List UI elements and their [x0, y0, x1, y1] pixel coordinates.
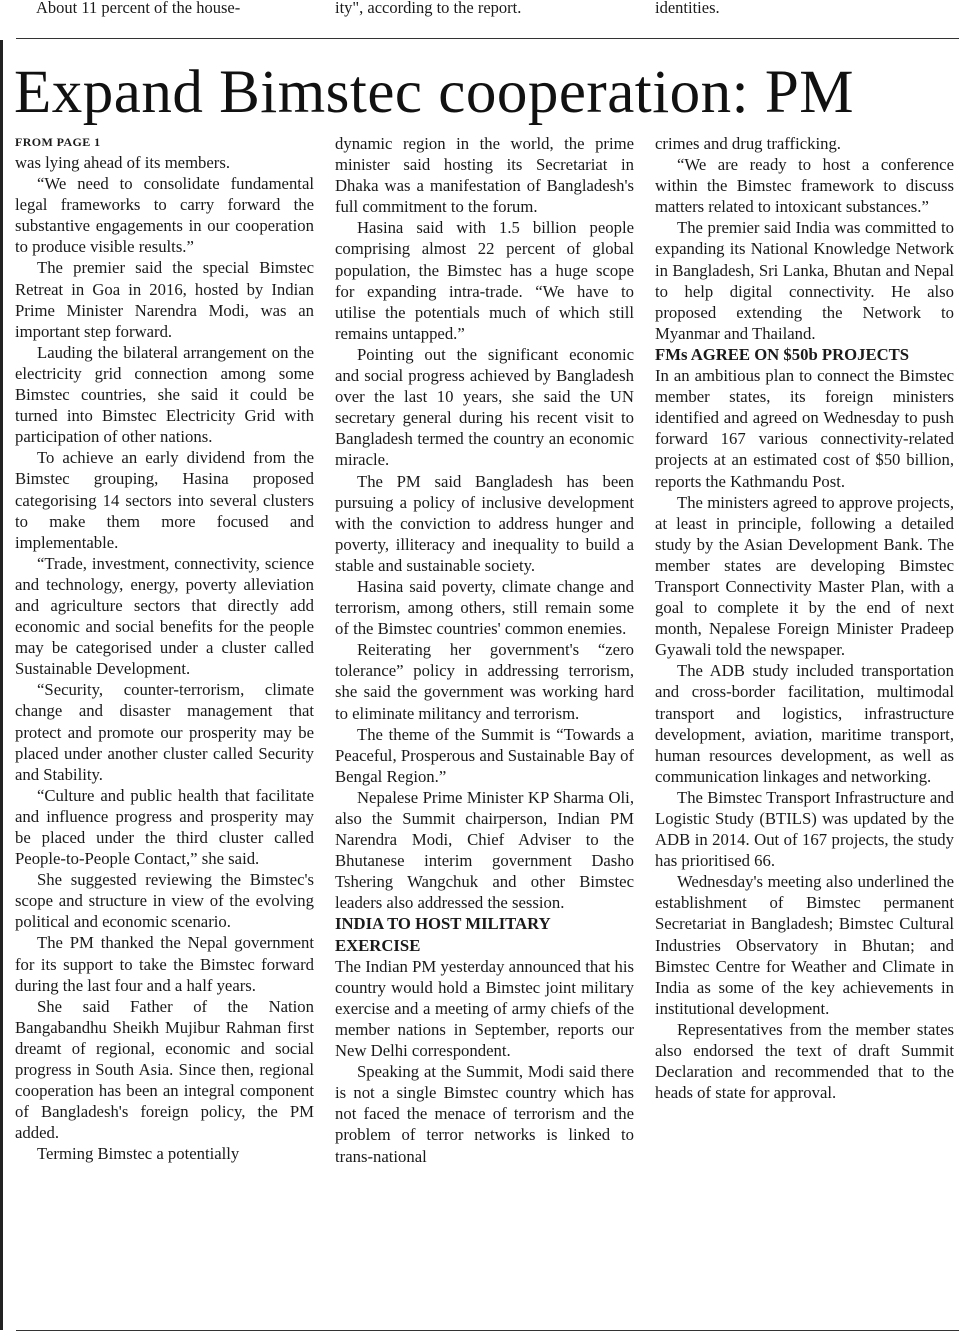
paragraph: The premier said India was committed to expanding its National Knowledge Network in Bangladesh, Sri Lanka, Bhutan and Nepal to help digital connectivity. He also proposed extending the Network to Myanmar and Thailand. — [655, 218, 954, 343]
article-column-3 — [655, 133, 954, 1313]
paragraph: Hasina said with 1.5 billion people comprising almost 22 percent of global population, the Bimstec has a huge scope for expanding intra-trade. “We have to utilise the potentials much of which still remains untapped.” — [335, 218, 634, 343]
paragraph: Hasina said poverty, climate change and terrorism, among others, still remain some of the Bimstec countries' common enemies. — [335, 576, 634, 639]
paragraph: Terming Bimstec a potentially — [37, 1144, 240, 1164]
prev-col2-fragment: ity", according to the report. — [335, 0, 522, 17]
kicker-from-page-1: FROM PAGE 1 — [15, 135, 101, 149]
paragraph: In an ambitious plan to connect the Bimstec member states, its foreign ministers identified and agreed on Wednesday to push forward 167 various connectivity-related projects at an estimated cost of $50 billion, reports the Kathmandu Post. — [655, 366, 954, 491]
paragraph: crimes and drug trafficking. — [655, 134, 841, 153]
paragraph: The PM thanked the Nepal government for its support to take the Bimstec forward during the last four and a half years. — [15, 933, 314, 995]
article-column-2 — [335, 133, 634, 1313]
paragraph: dynamic region in the world, the prime minister said hosting its Secretariat in Dhaka was a manifestation of Bangladesh's full commitment to the forum. — [335, 134, 634, 217]
headline: Expand Bimstec cooperation: PM — [14, 59, 855, 126]
paragraph: “Trade, investment, connectivity, science and technology, energy, poverty alleviation and agriculture sectors that directly add economic and social benefits for the people may be categorised under a cluster called Sustainable Development. — [15, 553, 314, 679]
paragraph: “We are ready to host a conference within the Bimstec framework to discuss matters related to intoxicant substances.” — [655, 155, 954, 217]
paragraph: Wednesday's meeting also underlined the establishment of Bimstec permanent Secretariat in Bangladesh; Bimstec Cultural Industries Observatory in Bhutan; and Bimstec Centre for Weather and Climate in India as some of the key achievements in institutional development. — [655, 872, 954, 1018]
left-border-line — [0, 40, 3, 1330]
paragraph: Reiterating her government's “zero tolerance” policy in addressing terrorism, she said the government was working hard to eliminate militancy and terrorism. — [335, 640, 634, 723]
paragraph: Lauding the bilateral arrangement on the electricity grid connection among some Bimstec countries, she said it could be turned into Bimstec Electricity Grid with participation of other nations. — [15, 342, 314, 447]
paragraph: Speaking at the Summit, Modi said there is not a single Bimstec country which has not faced the menace of terrorism and the problem of terror networks is linked to trans-national — [335, 1062, 634, 1166]
previous-article-strip — [0, 0, 959, 34]
paragraph: She suggested reviewing the Bimstec's scope and structure in view of the evolving political and economic scenario. — [15, 870, 314, 932]
article-column-1 — [15, 133, 314, 1313]
subhead-fms-agree-projects: FMs AGREE ON $50b PROJECTS — [655, 344, 910, 364]
paragraph: To achieve an early dividend from the Bimstec grouping, Hasina proposed categorising 14 sectors into several clusters to make them more focused and implementable. — [15, 448, 314, 552]
paragraph: Nepalese Prime Minister KP Sharma Oli, also the Summit chairperson, Indian PM Narendra Modi, Chief Adviser to the Bhutanese interim government Dasho Tshering Wangchuk and other Bimstec leaders also addressed the session. — [335, 787, 634, 913]
prev-col3-fragment: identities. — [655, 0, 720, 17]
paragraph: The ministers agreed to approve projects, at least in principle, following a detailed study by the Asian Development Bank. The member states are developing Bimstec Transport Connectivity Master Plan, with a goal to complete it by the end of next month, Nepalese Foreign Minister Pradeep Gyawali told the newspaper. — [655, 492, 954, 660]
paragraph: was lying ahead of its members. — [15, 153, 231, 172]
paragraph: “We need to consolidate fundamental legal frameworks to carry forward the substantive engagements in our cooperation to produce visible results.” — [15, 174, 314, 257]
top-divider-rule — [16, 38, 959, 39]
paragraph: “Security, counter-terrorism, climate change and disaster management that protect and promote our prosperity may be placed under another cluster called Security and Stability. — [15, 680, 314, 784]
paragraph: The premier said the special Bimstec Retreat in Goa in 2016, hosted by Indian Prime Minister Narendra Modi, was an important step forward. — [15, 258, 314, 341]
paragraph: The PM said Bangladesh has been pursuing a policy of inclusive development with the conviction to address hunger and poverty, illiteracy and inequality to build a stable and sustainable society. — [335, 471, 634, 575]
bottom-divider-rule — [16, 1330, 959, 1331]
subhead-military-exercise: INDIA TO HOST MILITARY EXERCISE — [335, 914, 551, 955]
prev-col1-fragment: About 11 percent of the house- — [36, 0, 241, 17]
paragraph: The Bimstec Transport Infrastructure and Logistic Study (BTILS) was updated by the ADB in 2014. Out of 167 projects, the study has prioritised 66. — [655, 787, 954, 871]
paragraph: She said Father of the Nation Bangabandhu Sheikh Mujibur Rahman first dreamt of regional, economic and social progress in South Asia. Since then, regional cooperation has been an integral component of Bangladesh's foreign policy, the PM added. — [15, 996, 314, 1143]
paragraph: Pointing out the significant economic and social progress achieved by Bangladesh over the last 10 years, she said the UN secretary general during his recent visit to Bangladesh termed the country an economic miracle. — [335, 344, 634, 470]
paragraph: “Culture and public health that facilitate and influence progress and prosperity may be placed under the third cluster called People-to-People Contact,” she said. — [15, 785, 314, 869]
paragraph: Representatives from the member states also endorsed the text of draft Summit Declaration and recommended that to the heads of state for approval. — [655, 1019, 954, 1103]
paragraph: The ADB study included transportation and cross-border facilitation, multimodal transport and logistics, infrastructure development, aviation, maritime transport, human resources development, as well as communication linkages and networking. — [655, 661, 954, 786]
paragraph: The Indian PM yesterday announced that his country would hold a Bimstec joint military exercise and a meeting of army chiefs of the member nations in September, reports our New Delhi correspondent. — [335, 956, 634, 1061]
paragraph: The theme of the Summit is “Towards a Peaceful, Prosperous and Sustainable Bay of Bengal Region.” — [335, 724, 634, 786]
